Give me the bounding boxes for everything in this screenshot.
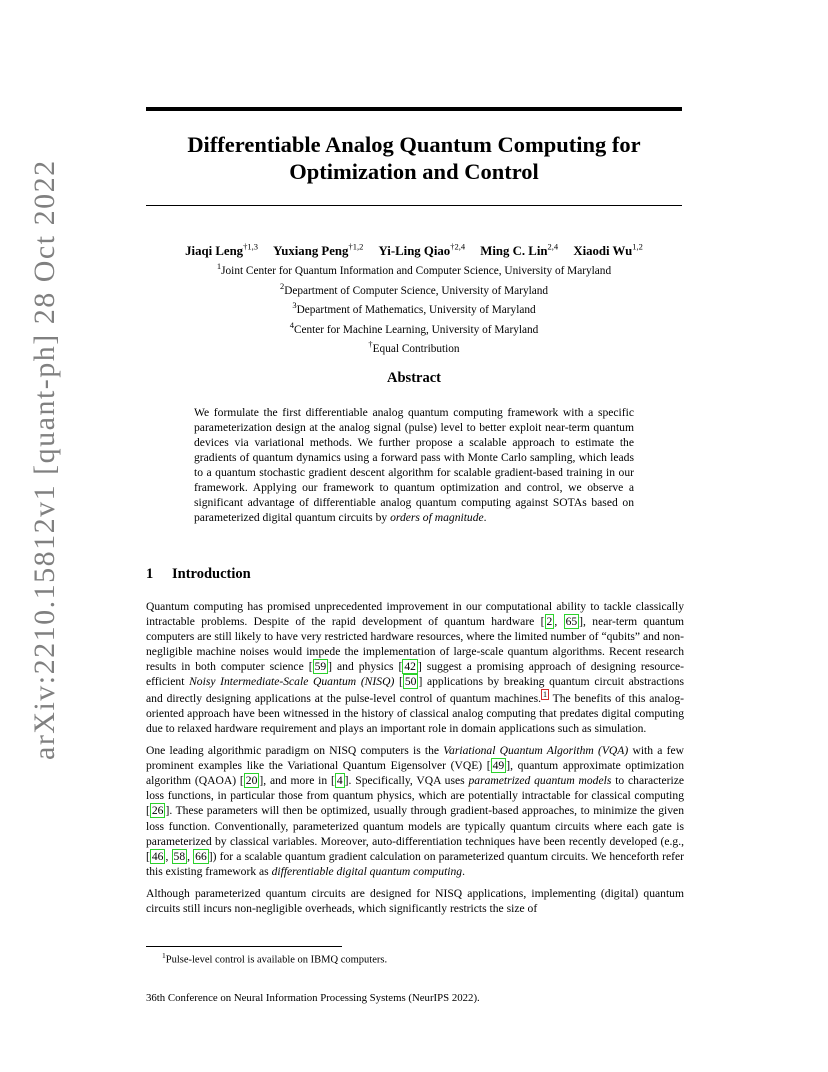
citation-link[interactable]: 46 [151,849,164,863]
title-top-rule [146,107,682,111]
citation-link[interactable]: 50 [404,675,417,689]
citation-link[interactable]: 65 [565,615,578,629]
author: Xiaodi Wu$^{1,2}$ [573,242,643,259]
citation-link[interactable]: 66 [195,849,207,863]
citation-link[interactable]: 49 [492,759,505,773]
affiliation-list [146,259,682,357]
footnote-rule [146,946,342,947]
affiliation: †Equal Contribution [368,339,460,356]
affiliation: $^3$Department of Mathematics, University of Maryland [292,300,536,316]
author: Yuxiang Peng$^{\dagger 1,2}$ [273,242,364,259]
abstract-text: We formulate the first differentiable analog quantum computing framework with a specific parameterization design at the analog signal (pulse) level to better exploit near-term quantum devices via variational methods. We further propose a scalable approach to estimate the gradients of quantum dynamics using a forward pass with Monte Carlo sampling, which leads to a quantum stochastic gradient descent algorithm for scalable gradient-based training in our framework. Applying our framework to quantum optimization and control, we observe a significant advantage of differentiable analog quantum computing against SOTAs based on parameterized digital quantum circuits by orders of magnitude. [194,406,634,524]
citation-link[interactable]: 59 [314,660,327,674]
author: Yi-Ling Qiao$^{\dagger 2,4}$ [378,242,466,259]
title-bottom-rule [146,205,682,206]
venue-note: 36th Conference on Neural Information Processing Systems (NeurIPS 2022). [146,992,480,1004]
paper-title [146,131,682,185]
citation-link[interactable]: 26 [151,804,164,818]
arxiv-stamp: arXiv:2210.15812v1 [quant-ph] 28 Oct 2022 [28,159,61,760]
citation-link[interactable]: 20 [245,774,258,788]
footnote: $^1$Pulse-level control is available on IBMQ computers. [162,951,388,966]
author: Jiaqi Leng$^{\dagger 1,3}$ [185,242,258,259]
affiliation: $^2$Department of Computer Science, University of Maryland [279,280,549,297]
paragraph: Although parameterized quantum circuits are designed for NISQ applications, implementing (digital) quantum circuits still incurs non-negligible overheads, which significantly restricts the size of [146,886,684,915]
abstract-heading: Abstract [387,370,441,386]
citation-link[interactable]: 58 [173,849,186,863]
section-heading-introduction: 1 Introduction [146,566,251,582]
citation-link[interactable]: 42 [404,660,416,674]
affiliation: $^1$Joint Center for Quantum Information and Computer Science, University of Maryland [216,261,612,277]
footnote-link[interactable]: 1 [543,690,547,700]
citation-link[interactable]: 4 [336,774,343,788]
affiliation: $^4$Center for Machine Learning, University of Maryland [289,319,539,336]
author: Ming C. Lin$^{2,4}$ [480,242,559,259]
citation-link[interactable]: 2 [546,615,553,629]
title-line-2: Optimization and Control [289,159,539,184]
paragraph: One leading algorithmic paradigm on NISQ computers is the Variational Quantum Algorithm (VQA) with a few prominent examples like the Variational Quantum Eigensolver (VQE) [ 49 ], quantum approximate optimization algorithm (QAOA) [ 20 ], and more in [ 4 ]. Specifically, VQA uses parametrized quantum models to characterize loss functions, in particular those from quantum physics, which are potentially intractable for classical computing [ 26 ]. These parameters will then be optimized, usually through gradient-based approaches, to minimize the given loss function. Conventionally, parameterized quantum models are typically quantum circuits where each gate is parameterized by classical variables. Moreover, auto-differentiation techniques have been recently developed (e.g., [ 46 , 58 , 66 ]) for a scalable quantum gradient calculation on parameterized quantum circuits. We henceforth refer this existing framework as differentiable digital quantum computing. [146,744,685,878]
author-list [146,242,682,259]
title-line-1: Differentiable Analog Quantum Computing for [187,132,641,157]
paragraph: Quantum computing has promised unprecedented improvement in our computational ability to tackle classically intractable problems. Despite of the rapid development of quantum hardware [ 2 , 65 ], near-term quantum computers are still likely to have very restricted hardware resources, where the limited number of “qubits” and non-negligible machine noises would impede the implementation of large-scale quantum algorithms. Recent research results in both computer science [ 59 ] and physics [ 42 ] suggest a promising approach of designing resource-efficient Noisy Intermediate-Scale Quantum (NISQ) [ 50 ] applications by breaking quantum circuit abstractions and directly designing applications at the pulse-level control of quantum machines. 1 The benefits of this analog-oriented approach have been witnessed in the history of classical analog computing that predates digital computing due to relaxed hardware requirement and plays an important role in domain applications such as simulation. [146,600,685,736]
introduction-body [146,599,684,923]
